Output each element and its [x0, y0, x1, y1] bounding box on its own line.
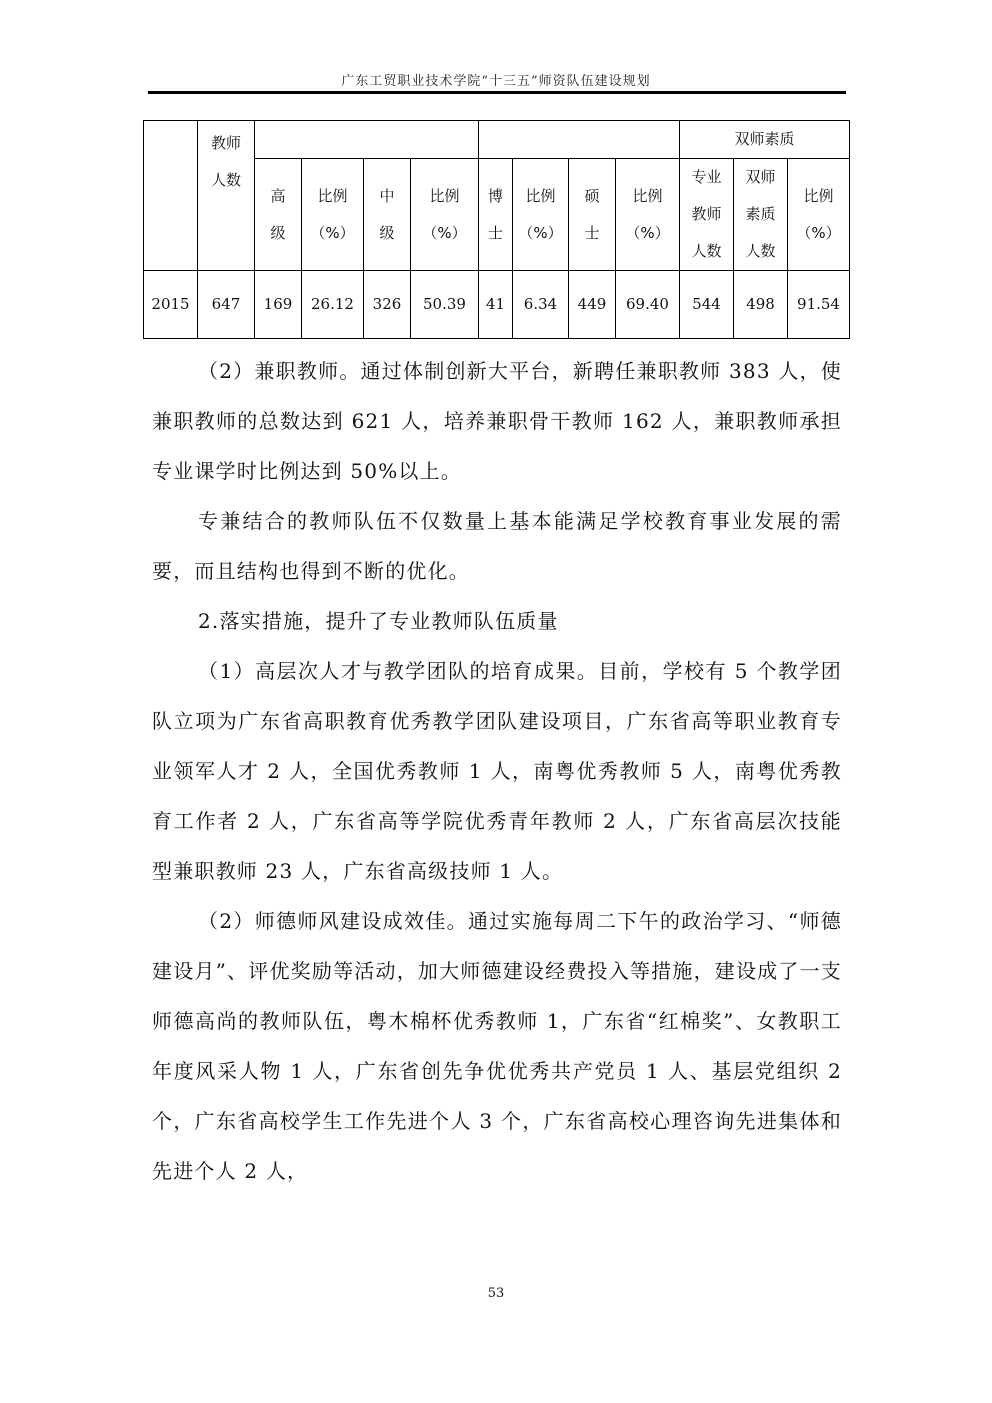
teachers-header-cell: 教师 人数 — [198, 121, 255, 271]
section-heading: 2.落实措施，提升了专业教师队伍质量 — [198, 609, 559, 633]
paragraph-ethics: （2）师德师风建设成效佳。通过实施每周二下午的政治学习、“师德建设月”、评优奖励等活动，加大师德建设经费投入等措施，建设成了一支师德高尚的教师队伍，粤木棉杯优秀教师 1，广东省“红棉奖”、女教职工年度风采人物 1 人，广东省创先争优优秀共产党员 1 人、基层党组织 2 个，广东省高校学生工作先进个人 3 个，广东省高校心理咨询先进集体和先进个人 2 人， — [152, 909, 842, 1183]
phd-header-cell: 博 士 — [479, 159, 513, 271]
year-header-cell — [144, 121, 198, 271]
dual-ratio-header-cell: 比例 （%） — [788, 159, 850, 271]
paragraph-talent: （1）高层次人才与教学团队的培育成果。目前，学校有 5 个教学团队立项为广东省高职教育优秀教学团队建设项目，广东省高等职业教育专业领军人才 2 人，全国优秀教师 1 人，南粤优秀教师 5 人，南粤优秀教育工作者 2 人，广东省高等学院优秀青年教师 2 人，广东省高层次技能型兼职教师 23 人，广东省高级技师 1 人。 — [152, 659, 842, 883]
cell-dual-count: 498 — [734, 271, 788, 339]
cell-master: 449 — [569, 271, 616, 339]
dual-group-cell: 双师素质 — [680, 121, 850, 159]
table-header-row — [144, 121, 850, 159]
cell-phd: 41 — [479, 271, 513, 339]
paragraph-structure: 专兼结合的教师队伍不仅数量上基本能满足学校教育事业发展的需要，而且结构也得到不断的优化。 — [152, 509, 842, 583]
cell-mid: 326 — [364, 271, 411, 339]
cell-senior-ratio: 26.12 — [302, 271, 364, 339]
table-row — [144, 271, 850, 339]
cell-master-ratio: 69.40 — [616, 271, 680, 339]
mid-header-cell: 中 级 — [364, 159, 411, 271]
cell-senior: 169 — [255, 271, 302, 339]
cell-dual-ratio: 91.54 — [788, 271, 850, 339]
master-header-cell: 硕 士 — [569, 159, 616, 271]
title-group-cell — [255, 121, 479, 159]
major-teachers-header-cell: 专业 教师 人数 — [680, 159, 734, 271]
degree-group-cell — [479, 121, 680, 159]
cell-year: 2015 — [144, 271, 198, 339]
teacher-stats-table — [143, 120, 850, 339]
paragraph-part-time: （2）兼职教师。通过体制创新大平台，新聘任兼职教师 383 人，使兼职教师的总数达到 621 人，培养兼职骨干教师 162 人，兼职教师承担专业课学时比例达到 50%以上。 — [152, 359, 842, 483]
phd-ratio-header-cell: 比例 （%） — [513, 159, 569, 271]
mid-ratio-header-cell: 比例 （%） — [411, 159, 479, 271]
page-number: 53 — [487, 1286, 505, 1301]
master-ratio-header-cell: 比例 （%） — [616, 159, 680, 271]
cell-phd-ratio: 6.34 — [513, 271, 569, 339]
cell-major-teachers: 544 — [680, 271, 734, 339]
cell-teachers: 647 — [198, 271, 255, 339]
cell-mid-ratio: 50.39 — [411, 271, 479, 339]
dual-count-header-cell: 双师 素质 人数 — [734, 159, 788, 271]
page-header: 广东工贸职业技术学院“十三五”师资队伍建设规划 — [341, 74, 651, 89]
senior-header-cell: 高 级 — [255, 159, 302, 271]
body-text — [152, 346, 842, 1196]
header-rule — [148, 91, 846, 94]
senior-ratio-header-cell: 比例 （%） — [302, 159, 364, 271]
